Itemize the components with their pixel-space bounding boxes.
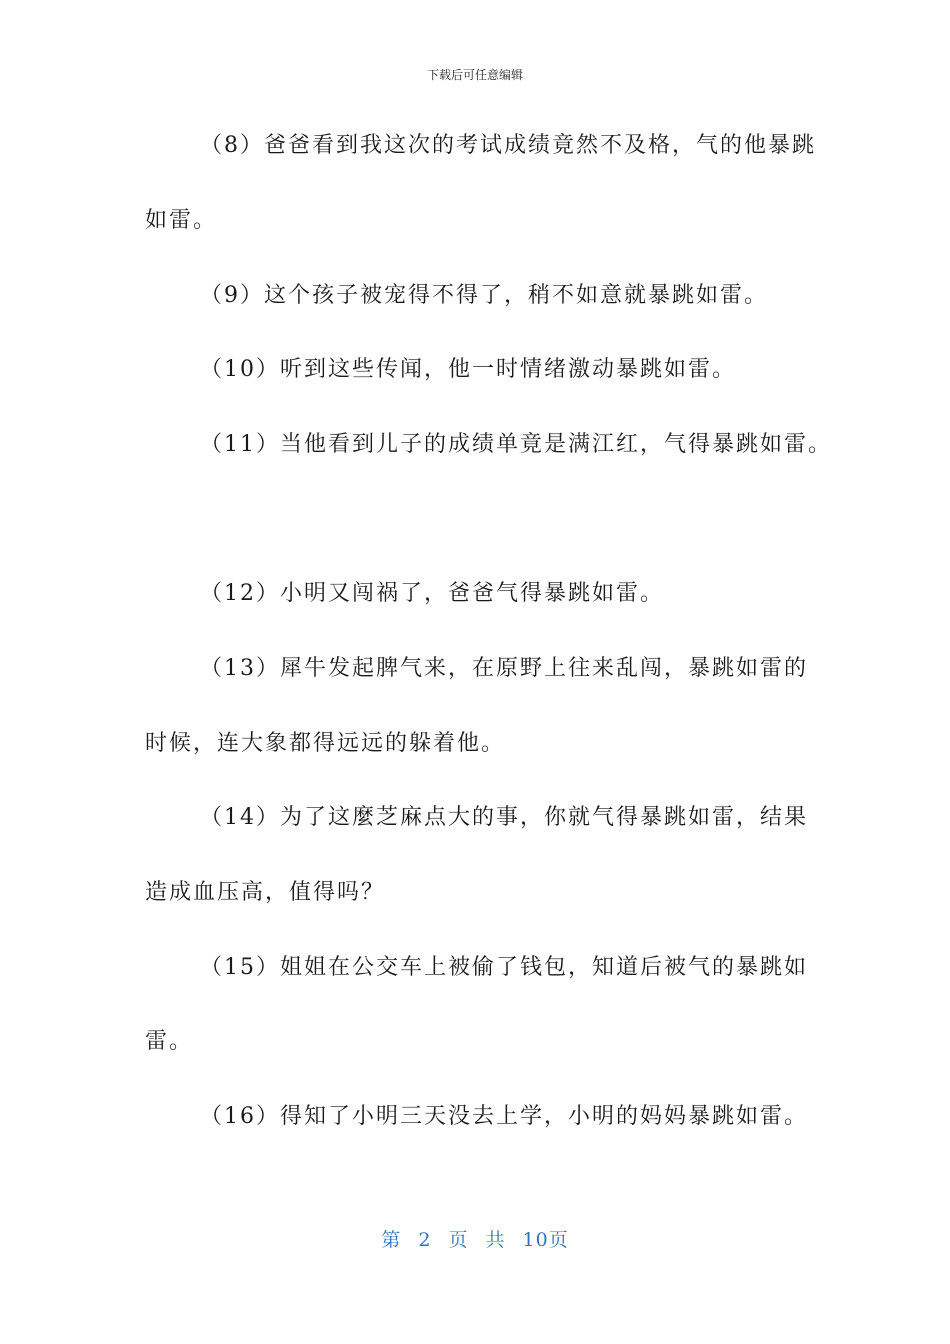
- text-line-item-10: （10）听到这些传闻，他一时情绪激动暴跳如雷。: [200, 357, 736, 382]
- text-line-item-12: （12）小明又闯祸了，爸爸气得暴跳如雷。: [200, 581, 664, 606]
- text-line-item-13: （13）犀牛发起脾气来，在原野上往来乱闯，暴跳如雷的: [200, 656, 808, 681]
- text-line-item-15-cont: 雷。: [145, 1029, 194, 1054]
- text-line-item-8: （8）爸爸看到我这次的考试成绩竟然不及格，气的他暴跳: [200, 133, 816, 158]
- text-line-item-16: （16）得知了小明三天没去上学，小明的妈妈暴跳如雷。: [200, 1104, 808, 1129]
- text-line-item-8-cont: 如雷。: [145, 208, 218, 233]
- text-line-item-14: （14）为了这麼芝麻点大的事，你就气得暴跳如雷，结果: [200, 805, 808, 830]
- text-line-item-9: （9）这个孩子被宠得不得了，稍不如意就暴跳如雷。: [200, 283, 768, 308]
- text-line-item-11: （11）当他看到儿子的成绩单竟是满江红，气得暴跳如雷。: [200, 432, 832, 457]
- page-header: 下载后可任意编辑: [426, 68, 523, 82]
- page-number-footer: 第 2 页 共 10页: [381, 1229, 569, 1251]
- text-line-item-13-cont: 时候，连大象都得远远的躲着他。: [145, 731, 506, 756]
- text-line-item-14-cont: 造成血压高，值得吗？: [145, 880, 386, 905]
- text-line-item-15: （15）姐姐在公交车上被偷了钱包，知道后被气的暴跳如: [200, 955, 808, 980]
